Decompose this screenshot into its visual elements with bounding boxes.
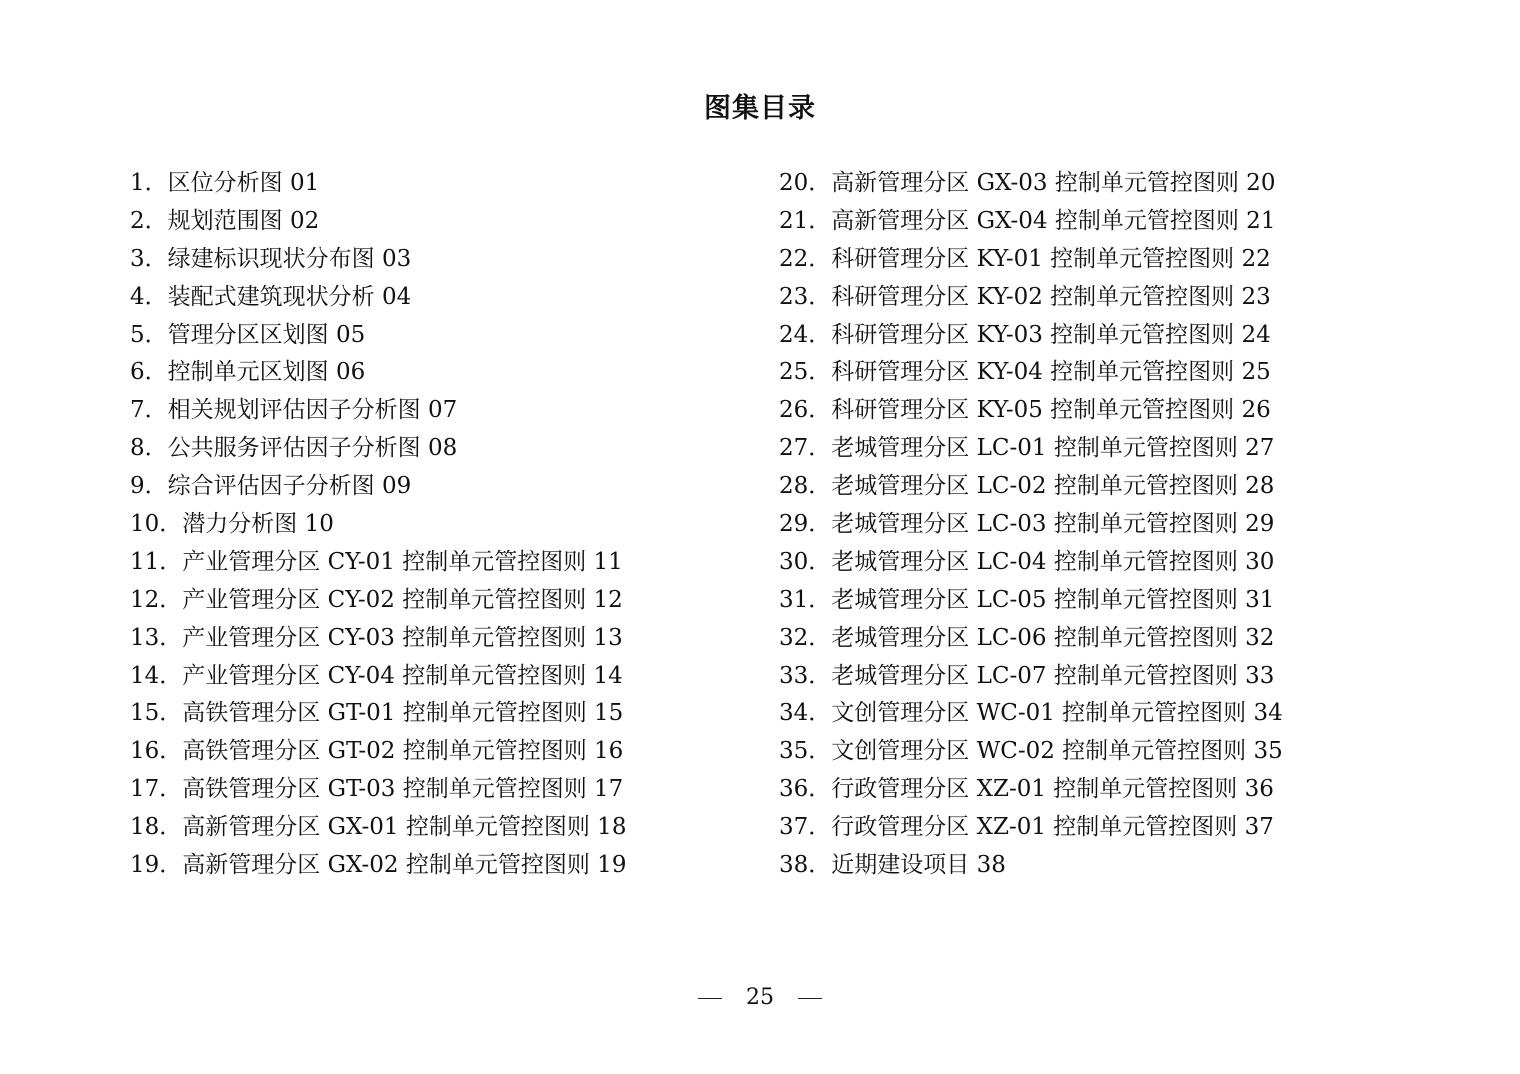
toc-entry-number: 34．	[779, 700, 832, 727]
toc-entry[interactable]	[130, 279, 730, 317]
toc-entry-number: 10．	[130, 511, 183, 538]
toc-entry-title: 行政管理分区 XZ-01 控制单元管控图则 36	[831, 776, 1274, 803]
page-title: 图集目录	[704, 93, 816, 124]
toc-entry[interactable]	[779, 317, 1399, 355]
toc-entry-title: 老城管理分区 LC-02 控制单元管控图则 28	[831, 473, 1275, 500]
toc-entry-number: 33．	[779, 662, 832, 689]
toc-entry[interactable]	[779, 544, 1399, 582]
toc-left-column	[130, 165, 730, 885]
toc-entry-title: 综合评估因子分析图 09	[167, 473, 412, 500]
toc-entry-title: 产业管理分区 CY-03 控制单元管控图则 13	[182, 624, 623, 651]
toc-entry[interactable]	[779, 809, 1399, 847]
toc-entry[interactable]	[779, 279, 1399, 317]
toc-entry-number: 6．	[130, 359, 168, 386]
toc-entry-number: 15．	[130, 700, 183, 727]
toc-entry-title: 行政管理分区 XZ-01 控制单元管控图则 37	[831, 814, 1274, 841]
toc-entry-title: 高铁管理分区 GT-02 控制单元管控图则 16	[182, 738, 624, 765]
toc-entry-title: 规划范围图 02	[167, 207, 320, 234]
toc-entry-title: 控制单元区划图 06	[167, 359, 366, 386]
toc-right-column	[779, 165, 1399, 885]
toc-entry-title: 相关规划评估因子分析图 07	[167, 397, 458, 424]
toc-entry-title: 高铁管理分区 GT-03 控制单元管控图则 17	[182, 776, 624, 803]
toc-entry-number: 17．	[130, 776, 183, 803]
toc-entry-number: 12．	[130, 586, 183, 613]
toc-entry-number: 5．	[130, 321, 168, 348]
toc-entry[interactable]	[779, 771, 1399, 809]
toc-entry[interactable]	[779, 658, 1399, 696]
toc-entry-number: 20．	[779, 170, 832, 196]
toc-entry-title: 产业管理分区 CY-02 控制单元管控图则 12	[182, 586, 623, 613]
toc-entry[interactable]	[779, 392, 1399, 430]
toc-entry-title: 科研管理分区 KY-04 控制单元管控图则 25	[831, 359, 1271, 386]
toc-entry[interactable]	[130, 203, 730, 241]
toc-entry-number: 28．	[779, 473, 832, 500]
footer-dash-left	[698, 998, 722, 999]
toc-entry-number: 19．	[130, 852, 183, 879]
toc-entry[interactable]	[130, 582, 730, 620]
toc-entry[interactable]	[779, 620, 1399, 658]
toc-entry-title: 科研管理分区 KY-01 控制单元管控图则 22	[831, 245, 1271, 272]
toc-entry[interactable]	[779, 165, 1399, 203]
toc-entry-title: 老城管理分区 LC-03 控制单元管控图则 29	[831, 511, 1275, 538]
toc-entry[interactable]	[130, 695, 730, 733]
toc-entry[interactable]	[130, 544, 730, 582]
toc-entry-number: 21．	[779, 207, 832, 234]
toc-entry-number: 27．	[779, 435, 832, 462]
toc-entry-title: 科研管理分区 KY-05 控制单元管控图则 26	[831, 397, 1271, 424]
toc-entry-number: 35．	[779, 738, 832, 765]
toc-entry-title: 高新管理分区 GX-03 控制单元管控图则 20	[831, 170, 1276, 196]
toc-entry-number: 23．	[779, 283, 832, 310]
toc-entry-number: 7．	[130, 397, 168, 424]
toc-entry-title: 装配式建筑现状分析 04	[167, 283, 412, 310]
toc-entry-title: 区位分析图 01	[167, 170, 320, 196]
toc-entry[interactable]	[130, 165, 730, 203]
page-number: 25	[746, 985, 774, 1010]
toc-entry-number: 26．	[779, 397, 832, 424]
toc-entry-title: 老城管理分区 LC-01 控制单元管控图则 27	[831, 435, 1275, 462]
toc-entry-number: 37．	[779, 814, 832, 841]
toc-entry-number: 4．	[130, 283, 168, 310]
toc-entry-title: 产业管理分区 CY-04 控制单元管控图则 14	[182, 662, 623, 689]
toc-entry-title: 老城管理分区 LC-05 控制单元管控图则 31	[831, 586, 1275, 613]
toc-entry[interactable]	[779, 582, 1399, 620]
page-footer	[0, 982, 1520, 1014]
toc-entry-title: 文创管理分区 WC-02 控制单元管控图则 35	[831, 738, 1283, 765]
toc-entry[interactable]	[130, 241, 730, 279]
toc-entry-number: 14．	[130, 662, 183, 689]
toc-entry-title: 老城管理分区 LC-06 控制单元管控图则 32	[831, 624, 1275, 651]
toc-entry-number: 22．	[779, 245, 832, 272]
toc-entry[interactable]	[130, 317, 730, 355]
toc-entry-number: 25．	[779, 359, 832, 386]
toc-entry-title: 高新管理分区 GX-04 控制单元管控图则 21	[831, 207, 1276, 234]
toc-entry-number: 8．	[130, 435, 168, 462]
toc-entry-title: 老城管理分区 LC-04 控制单元管控图则 30	[831, 548, 1275, 575]
toc-entry-title: 产业管理分区 CY-01 控制单元管控图则 11	[182, 548, 623, 575]
toc-entry-number: 30．	[779, 548, 832, 575]
toc-entry[interactable]	[779, 847, 1399, 885]
toc-entry-number: 11．	[130, 548, 183, 575]
toc-entry[interactable]	[779, 430, 1399, 468]
toc-entry-number: 1．	[130, 170, 168, 196]
toc-entry-number: 2．	[130, 207, 168, 234]
toc-entry[interactable]	[130, 771, 730, 809]
toc-entry-number: 3．	[130, 245, 168, 272]
toc-entry-number: 38．	[779, 852, 832, 879]
toc-entry[interactable]	[130, 809, 730, 847]
toc-entry-number: 16．	[130, 738, 183, 765]
toc-entry-number: 31．	[779, 586, 832, 613]
toc-entry-title: 近期建设项目 38	[831, 852, 1006, 879]
toc-entry[interactable]	[779, 695, 1399, 733]
toc-entry-title: 高新管理分区 GX-01 控制单元管控图则 18	[182, 814, 627, 841]
toc-entry[interactable]	[779, 203, 1399, 241]
footer-dash-right	[798, 998, 822, 999]
toc-entry-title: 高新管理分区 GX-02 控制单元管控图则 19	[182, 852, 627, 879]
toc-entry-number: 29．	[779, 511, 832, 538]
toc-entry-number: 32．	[779, 624, 832, 651]
toc-entry[interactable]	[779, 468, 1399, 506]
toc-entry[interactable]	[130, 847, 730, 885]
toc-entry[interactable]	[779, 506, 1399, 544]
toc-entry-number: 18．	[130, 814, 183, 841]
toc-entry-number: 24．	[779, 321, 832, 348]
toc-entry[interactable]	[130, 620, 730, 658]
toc-entry-title: 科研管理分区 KY-02 控制单元管控图则 23	[831, 283, 1271, 310]
toc-entry[interactable]	[779, 354, 1399, 392]
toc-entry[interactable]	[130, 658, 730, 696]
toc-entry-title: 潜力分析图 10	[182, 511, 334, 538]
toc-entry[interactable]	[779, 241, 1399, 279]
toc-entry[interactable]	[130, 733, 730, 771]
toc-entry[interactable]	[130, 354, 730, 392]
toc-entry-title: 老城管理分区 LC-07 控制单元管控图则 33	[831, 662, 1275, 689]
toc-entry-title: 管理分区区划图 05	[167, 321, 366, 348]
toc-entry[interactable]	[130, 430, 730, 468]
toc-entry[interactable]	[130, 468, 730, 506]
toc-entry-number: 13．	[130, 624, 183, 651]
toc-entry-title: 科研管理分区 KY-03 控制单元管控图则 24	[831, 321, 1271, 348]
toc-entry-number: 9．	[130, 473, 168, 500]
toc-entry[interactable]	[130, 506, 730, 544]
toc-entry-title: 文创管理分区 WC-01 控制单元管控图则 34	[831, 700, 1283, 727]
toc-entry-title: 公共服务评估因子分析图 08	[167, 435, 458, 462]
toc-entry[interactable]	[779, 733, 1399, 771]
toc-entry[interactable]	[130, 392, 730, 430]
toc-entry-title: 高铁管理分区 GT-01 控制单元管控图则 15	[182, 700, 624, 727]
toc-entry-number: 36．	[779, 776, 832, 803]
toc-entry-title: 绿建标识现状分布图 03	[167, 245, 412, 272]
